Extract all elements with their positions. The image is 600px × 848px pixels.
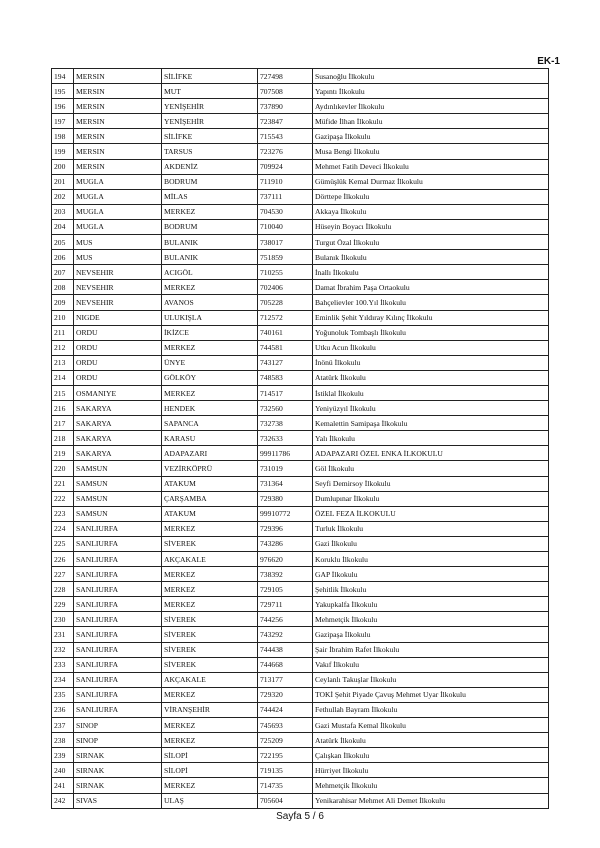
school-name-cell: Seyfi Demirsoy İlkokulu [313, 476, 549, 491]
province-cell: OSMANIYE [74, 385, 162, 400]
row-number: 199 [52, 144, 74, 159]
table-row [52, 476, 549, 491]
province-cell: NEVSEHIR [74, 265, 162, 280]
table-row [52, 642, 549, 657]
school-name-cell: GAP İlkokulu [313, 567, 549, 582]
school-name-cell: İnönü İlkokulu [313, 355, 549, 370]
school-name-cell: Eminlik Şehit Yıldıray Kılınç İlkokulu [313, 310, 549, 325]
district-cell: BULANIK [162, 250, 258, 265]
table-row [52, 597, 549, 612]
row-number: 230 [52, 612, 74, 627]
province-cell: MERSIN [74, 114, 162, 129]
table-row [52, 431, 549, 446]
table-row [52, 69, 549, 84]
row-number: 194 [52, 69, 74, 84]
table-row [52, 612, 549, 627]
table-row [52, 582, 549, 597]
school-name-cell: Yeniyüzyıl İlkokulu [313, 401, 549, 416]
school-code-cell: 737111 [258, 189, 313, 204]
row-number: 221 [52, 476, 74, 491]
province-cell: MERSIN [74, 84, 162, 99]
row-number: 211 [52, 325, 74, 340]
table-row [52, 506, 549, 521]
table-row [52, 536, 549, 551]
page-number: Sayfa 5 / 6 [276, 811, 324, 822]
table-row [52, 310, 549, 325]
school-name-cell: Aydınlıkevler İlkokulu [313, 99, 549, 114]
province-cell: MUS [74, 250, 162, 265]
table-row [52, 491, 549, 506]
row-number: 220 [52, 461, 74, 476]
school-code-cell: 707508 [258, 84, 313, 99]
province-cell: SIRNAK [74, 778, 162, 793]
district-cell: AKDENİZ [162, 159, 258, 174]
school-name-cell: Koruklu İlkokulu [313, 552, 549, 567]
row-number: 198 [52, 129, 74, 144]
province-cell: SANLIURFA [74, 582, 162, 597]
province-cell: MUGLA [74, 189, 162, 204]
school-code-cell: 751859 [258, 250, 313, 265]
school-name-cell: Fethullah Bayram İlkokulu [313, 702, 549, 717]
district-cell: AKÇAKALE [162, 672, 258, 687]
school-name-cell: Şehitlik İlkokulu [313, 582, 549, 597]
school-name-cell: Atatürk İlkokulu [313, 370, 549, 385]
table-row [52, 446, 549, 461]
school-name-cell: Gazi Mustafa Kemal İlkokulu [313, 718, 549, 733]
district-cell: VEZİRKÖPRÜ [162, 461, 258, 476]
school-code-cell: 711910 [258, 174, 313, 189]
school-code-cell: 732560 [258, 401, 313, 416]
school-code-cell: 745693 [258, 718, 313, 733]
table-row [52, 144, 549, 159]
school-name-cell: Müfide İlhan İlkokulu [313, 114, 549, 129]
school-code-cell: 99911786 [258, 446, 313, 461]
province-cell: NIGDE [74, 310, 162, 325]
province-cell: SINOP [74, 718, 162, 733]
school-name-cell: Dörttepe İlkokulu [313, 189, 549, 204]
school-code-cell: 743127 [258, 355, 313, 370]
school-name-cell: Musa Bengi İlkokulu [313, 144, 549, 159]
school-code-cell: 713177 [258, 672, 313, 687]
school-code-cell: 748583 [258, 370, 313, 385]
province-cell: SAKARYA [74, 446, 162, 461]
table-row [52, 461, 549, 476]
province-cell: MERSIN [74, 144, 162, 159]
district-cell: ULUKIŞLA [162, 310, 258, 325]
province-cell: MUS [74, 235, 162, 250]
row-number: 232 [52, 642, 74, 657]
school-code-cell: 714517 [258, 385, 313, 400]
row-number: 216 [52, 401, 74, 416]
table-row [52, 265, 549, 280]
table-row [52, 129, 549, 144]
table-row [52, 416, 549, 431]
row-number: 213 [52, 355, 74, 370]
district-cell: MUT [162, 84, 258, 99]
school-code-cell: 99910772 [258, 506, 313, 521]
province-cell: MUGLA [74, 204, 162, 219]
school-code-cell: 710040 [258, 219, 313, 234]
row-number: 223 [52, 506, 74, 521]
school-name-cell: Akkaya İlkokulu [313, 204, 549, 219]
province-cell: SANLIURFA [74, 672, 162, 687]
district-cell: SİLİFKE [162, 69, 258, 84]
table-row [52, 174, 549, 189]
district-cell: MERKEZ [162, 280, 258, 295]
province-cell: ORDU [74, 340, 162, 355]
row-number: 242 [52, 793, 74, 808]
row-number: 207 [52, 265, 74, 280]
school-name-cell: Hürriyet İlkokulu [313, 763, 549, 778]
row-number: 209 [52, 295, 74, 310]
district-cell: TARSUS [162, 144, 258, 159]
table-row [52, 295, 549, 310]
school-name-cell: Gazi İlkokulu [313, 536, 549, 551]
province-cell: MUGLA [74, 174, 162, 189]
province-cell: SIRNAK [74, 763, 162, 778]
table-body [52, 69, 549, 809]
row-number: 197 [52, 114, 74, 129]
school-code-cell: 743292 [258, 627, 313, 642]
row-number: 208 [52, 280, 74, 295]
school-code-cell: 732738 [258, 416, 313, 431]
table-row [52, 552, 549, 567]
district-cell: ULAŞ [162, 793, 258, 808]
district-cell: SİVEREK [162, 627, 258, 642]
province-cell: SAMSUN [74, 506, 162, 521]
school-name-cell: Susanoğlu İlkokulu [313, 69, 549, 84]
school-list-table [51, 68, 549, 809]
province-cell: SAKARYA [74, 416, 162, 431]
school-code-cell: 712572 [258, 310, 313, 325]
district-cell: SİLOPİ [162, 763, 258, 778]
province-cell: SANLIURFA [74, 702, 162, 717]
province-cell: MUGLA [74, 219, 162, 234]
school-name-cell: Mehmetçik İlkokulu [313, 778, 549, 793]
table-row [52, 340, 549, 355]
school-name-cell: Bahçelievler 100.Yıl İlkokulu [313, 295, 549, 310]
district-cell: ACIGÖL [162, 265, 258, 280]
school-name-cell: Hüseyin Boyacı İlkokulu [313, 219, 549, 234]
district-cell: YENİŞEHİR [162, 114, 258, 129]
row-number: 224 [52, 521, 74, 536]
row-number: 205 [52, 235, 74, 250]
province-cell: SIRNAK [74, 748, 162, 763]
school-code-cell: 709924 [258, 159, 313, 174]
row-number: 218 [52, 431, 74, 446]
district-cell: ÜNYE [162, 355, 258, 370]
table-row [52, 793, 549, 808]
school-name-cell: ADAPAZARI ÖZEL ENKA İLKOKULU [313, 446, 549, 461]
school-code-cell: 976620 [258, 552, 313, 567]
table-row [52, 114, 549, 129]
school-name-cell: Gazipaşa İlkokulu [313, 129, 549, 144]
school-code-cell: 738017 [258, 235, 313, 250]
district-cell: ADAPAZARI [162, 446, 258, 461]
school-name-cell: Turgut Özal İlkokulu [313, 235, 549, 250]
row-number: 200 [52, 159, 74, 174]
province-cell: SANLIURFA [74, 657, 162, 672]
province-cell: ORDU [74, 355, 162, 370]
district-cell: MERKEZ [162, 582, 258, 597]
row-number: 212 [52, 340, 74, 355]
table-row [52, 687, 549, 702]
row-number: 203 [52, 204, 74, 219]
school-code-cell: 705604 [258, 793, 313, 808]
district-cell: MERKEZ [162, 597, 258, 612]
district-cell: MERKEZ [162, 718, 258, 733]
school-name-cell: Utku Acun İlkokulu [313, 340, 549, 355]
table-row [52, 733, 549, 748]
district-cell: SAPANCA [162, 416, 258, 431]
school-code-cell: 722195 [258, 748, 313, 763]
row-number: 231 [52, 627, 74, 642]
row-number: 214 [52, 370, 74, 385]
table-row [52, 99, 549, 114]
district-cell: SİLİFKE [162, 129, 258, 144]
row-number: 222 [52, 491, 74, 506]
row-number: 235 [52, 687, 74, 702]
row-number: 195 [52, 84, 74, 99]
school-name-cell: Göl İlkokulu [313, 461, 549, 476]
row-number: 241 [52, 778, 74, 793]
school-code-cell: 744581 [258, 340, 313, 355]
row-number: 226 [52, 552, 74, 567]
table-row [52, 235, 549, 250]
district-cell: YENİŞEHİR [162, 99, 258, 114]
district-cell: SİLOPİ [162, 748, 258, 763]
school-name-cell: Ceylanlı Takuşlar İlkokulu [313, 672, 549, 687]
table-row [52, 401, 549, 416]
school-name-cell: TOKİ Şehit Piyade Çavuş Mehmet Uyar İlkokulu [313, 687, 549, 702]
table-row [52, 84, 549, 99]
school-code-cell: 704530 [258, 204, 313, 219]
district-cell: ATAKUM [162, 506, 258, 521]
district-cell: MERKEZ [162, 733, 258, 748]
table-row [52, 159, 549, 174]
school-name-cell: Dumlupınar İlkokulu [313, 491, 549, 506]
district-cell: SİVEREK [162, 536, 258, 551]
school-name-cell: Yenikarahisar Mehmet Ali Demet İlkokulu [313, 793, 549, 808]
row-number: 238 [52, 733, 74, 748]
row-number: 201 [52, 174, 74, 189]
school-name-cell: Turluk İlkokulu [313, 521, 549, 536]
school-name-cell: Mehmetçik İlkokulu [313, 612, 549, 627]
row-number: 202 [52, 189, 74, 204]
school-name-cell: Bulanık İlkokulu [313, 250, 549, 265]
school-name-cell: Yapıntı İlkokulu [313, 84, 549, 99]
row-number: 204 [52, 219, 74, 234]
row-number: 217 [52, 416, 74, 431]
table-row [52, 521, 549, 536]
row-number: 227 [52, 567, 74, 582]
row-number: 236 [52, 702, 74, 717]
school-code-cell: 723276 [258, 144, 313, 159]
school-name-cell: Şair İbrahim Rafet İlkokulu [313, 642, 549, 657]
district-cell: AVANOS [162, 295, 258, 310]
school-code-cell: 727498 [258, 69, 313, 84]
school-code-cell: 714735 [258, 778, 313, 793]
school-name-cell: Kemalettin Samipaşa İlkokulu [313, 416, 549, 431]
school-name-cell: Damat İbrahim Paşa Ortaokulu [313, 280, 549, 295]
row-number: 237 [52, 718, 74, 733]
table-row [52, 204, 549, 219]
school-code-cell: 738392 [258, 567, 313, 582]
school-code-cell: 729380 [258, 491, 313, 506]
province-cell: MERSIN [74, 99, 162, 114]
row-number: 206 [52, 250, 74, 265]
province-cell: SAMSUN [74, 476, 162, 491]
province-cell: SANLIURFA [74, 552, 162, 567]
district-cell: SİVEREK [162, 642, 258, 657]
table-row [52, 280, 549, 295]
province-cell: MERSIN [74, 69, 162, 84]
province-cell: SANLIURFA [74, 687, 162, 702]
school-code-cell: 725209 [258, 733, 313, 748]
district-cell: SİVEREK [162, 612, 258, 627]
province-cell: MERSIN [74, 129, 162, 144]
table-row [52, 219, 549, 234]
province-cell: SANLIURFA [74, 536, 162, 551]
district-cell: AKÇAKALE [162, 552, 258, 567]
district-cell: SİVEREK [162, 657, 258, 672]
province-cell: SANLIURFA [74, 567, 162, 582]
school-code-cell: 729396 [258, 521, 313, 536]
school-name-cell: Yalı İlkokulu [313, 431, 549, 446]
school-code-cell: 723847 [258, 114, 313, 129]
district-cell: KARASU [162, 431, 258, 446]
school-code-cell: 740161 [258, 325, 313, 340]
table-row [52, 702, 549, 717]
school-name-cell: Gümüşlük Kemal Durmaz İlkokulu [313, 174, 549, 189]
school-name-cell: Çalışkan İlkokulu [313, 748, 549, 763]
province-cell: ORDU [74, 370, 162, 385]
row-number: 228 [52, 582, 74, 597]
district-cell: MERKEZ [162, 204, 258, 219]
row-number: 196 [52, 99, 74, 114]
table-row [52, 627, 549, 642]
school-name-cell: Yakupkalfa İlkokulu [313, 597, 549, 612]
table-row [52, 763, 549, 778]
table-row [52, 718, 549, 733]
school-name-cell: İnallı İlkokulu [313, 265, 549, 280]
district-cell: HENDEK [162, 401, 258, 416]
row-number: 240 [52, 763, 74, 778]
province-cell: ORDU [74, 325, 162, 340]
province-cell: SAKARYA [74, 401, 162, 416]
row-number: 219 [52, 446, 74, 461]
school-code-cell: 744668 [258, 657, 313, 672]
province-cell: SAMSUN [74, 491, 162, 506]
table-row [52, 778, 549, 793]
district-cell: MERKEZ [162, 521, 258, 536]
school-code-cell: 737890 [258, 99, 313, 114]
province-cell: MERSIN [74, 159, 162, 174]
school-name-cell: ÖZEL FEZA İLKOKULU [313, 506, 549, 521]
school-name-cell: Gazipaşa İlkokulu [313, 627, 549, 642]
school-code-cell: 710255 [258, 265, 313, 280]
province-cell: SANLIURFA [74, 612, 162, 627]
district-cell: İKİZCE [162, 325, 258, 340]
school-code-cell: 719135 [258, 763, 313, 778]
school-name-cell: İstiklal İlkokulu [313, 385, 549, 400]
school-name-cell: Atatürk İlkokulu [313, 733, 549, 748]
district-cell: GÖLKÖY [162, 370, 258, 385]
province-cell: SAMSUN [74, 461, 162, 476]
row-number: 215 [52, 385, 74, 400]
table-row [52, 355, 549, 370]
row-number: 210 [52, 310, 74, 325]
row-number: 234 [52, 672, 74, 687]
school-code-cell: 731019 [258, 461, 313, 476]
annex-label: EK-1 [537, 56, 560, 67]
table-row [52, 325, 549, 340]
school-code-cell: 744256 [258, 612, 313, 627]
table-row [52, 657, 549, 672]
province-cell: SANLIURFA [74, 597, 162, 612]
district-cell: MERKEZ [162, 385, 258, 400]
province-cell: SINOP [74, 733, 162, 748]
province-cell: SIVAS [74, 793, 162, 808]
school-code-cell: 729320 [258, 687, 313, 702]
province-cell: SANLIURFA [74, 627, 162, 642]
school-code-cell: 732633 [258, 431, 313, 446]
school-code-cell: 729105 [258, 582, 313, 597]
district-cell: ATAKUM [162, 476, 258, 491]
district-cell: MERKEZ [162, 778, 258, 793]
table-row [52, 250, 549, 265]
school-code-cell: 744438 [258, 642, 313, 657]
table-row [52, 672, 549, 687]
school-code-cell: 715543 [258, 129, 313, 144]
school-code-cell: 743286 [258, 536, 313, 551]
school-code-cell: 729711 [258, 597, 313, 612]
district-cell: MERKEZ [162, 340, 258, 355]
row-number: 225 [52, 536, 74, 551]
school-code-cell: 705228 [258, 295, 313, 310]
school-code-cell: 744424 [258, 702, 313, 717]
school-code-cell: 702406 [258, 280, 313, 295]
province-cell: NEVSEHIR [74, 295, 162, 310]
district-cell: BULANIK [162, 235, 258, 250]
row-number: 233 [52, 657, 74, 672]
province-cell: SANLIURFA [74, 642, 162, 657]
district-cell: MİLAS [162, 189, 258, 204]
row-number: 239 [52, 748, 74, 763]
province-cell: NEVSEHIR [74, 280, 162, 295]
row-number: 229 [52, 597, 74, 612]
district-cell: ÇARŞAMBA [162, 491, 258, 506]
district-cell: MERKEZ [162, 687, 258, 702]
table-row [52, 567, 549, 582]
district-cell: BODRUM [162, 219, 258, 234]
district-cell: MERKEZ [162, 567, 258, 582]
district-cell: VİRANŞEHİR [162, 702, 258, 717]
province-cell: SANLIURFA [74, 521, 162, 536]
table-row [52, 189, 549, 204]
table-row [52, 748, 549, 763]
school-code-cell: 731364 [258, 476, 313, 491]
table-row [52, 370, 549, 385]
school-name-cell: Mehmet Fatih Deveci İlkokulu [313, 159, 549, 174]
school-name-cell: Vakıf İlkokulu [313, 657, 549, 672]
province-cell: SAKARYA [74, 431, 162, 446]
school-name-cell: Yoğunoluk Tombaşlı İlkokulu [313, 325, 549, 340]
table-row [52, 385, 549, 400]
district-cell: BODRUM [162, 174, 258, 189]
